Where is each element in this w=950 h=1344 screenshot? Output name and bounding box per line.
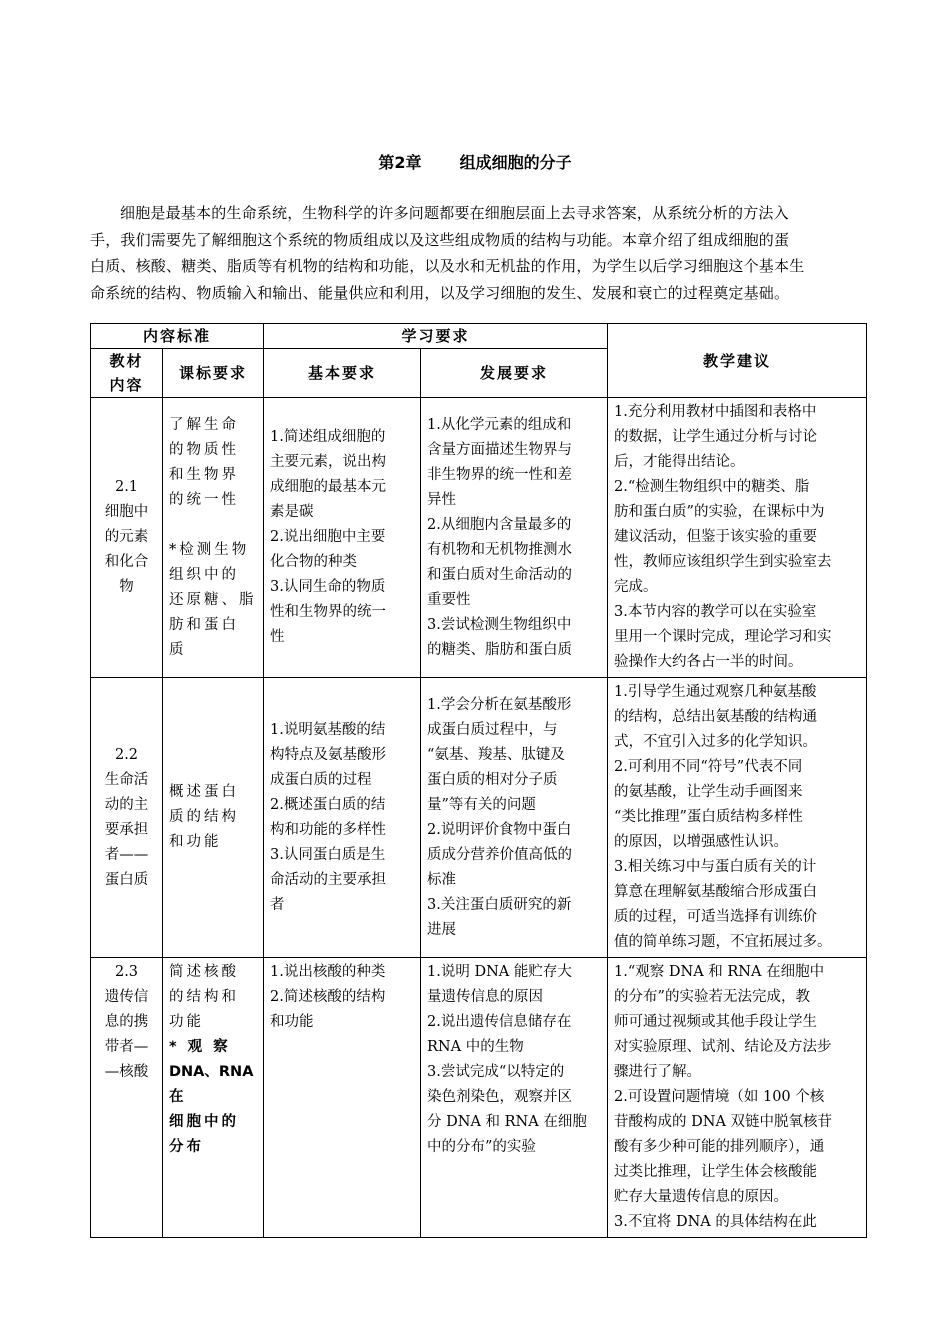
basic-cell: 1.说出核酸的种类 2.简述核酸的结构 和功能 [264, 958, 421, 1238]
header-textbook-content: 教材 内容 [91, 349, 163, 398]
advanced-cell: 1.学会分析在氨基酸形 成蛋白质过程中，与 “氨基、羧基、肽键及 蛋白质的相对分子质 量”等有关的问题 2.说明评价食物中蛋白 质成分营养价值高低的 标准 3.关注蛋白质研究的新 进展 [421, 678, 608, 958]
chapter-number: 第2章 [378, 153, 422, 172]
intro-paragraph [90, 200, 866, 306]
curriculum-cell: 概述蛋白 质的结构 和功能 [163, 678, 264, 958]
basic-cell: 1.简述组成细胞的 主要元素，说出构 成细胞的最基本元 素是碳 2.说出细胞中主要 化合物的种类 3.认同生命的物质 性和生物界的统一 性 [264, 398, 421, 678]
curriculum-cell: 了解生命 的物质性 和生物界 的统一性 *检测生物 组织中的 还原糖、脂 肪和蛋白 质 [163, 398, 264, 678]
advanced-cell: 1.从化学元素的组成和 含量方面描述生物界与 非生物界的统一性和差 异性 2.从细胞内含量最多的 有机物和无机物推测水 和蛋白质对生命活动的 重要性 3.尝试检测生物组织中 的糖类、脂肪和蛋白质 [421, 398, 608, 678]
header-advanced: 发展要求 [421, 349, 608, 398]
table-row [91, 678, 867, 958]
header-learning-requirements: 学习要求 [264, 324, 608, 349]
basic-cell: 1.说明氨基酸的结 构特点及氨基酸形 成蛋白质的过程 2.概述蛋白质的结 构和功能的多样性 3.认同蛋白质是生 命活动的主要承担 者 [264, 678, 421, 958]
textbook-cell: 2.3 遗传信 息的携 带者— —核酸 [91, 958, 163, 1238]
advanced-cell: 1.说明 DNA 能贮存大 量遗传信息的原因 2.说出遗传信息储存在 RNA 中的生物 3.尝试完成“以特定的 染色剂染色，观察并区 分 DNA 和 RNA 在细胞 中的分布”的实验 [421, 958, 608, 1238]
experiment-bold-text: * 观 察 [169, 1039, 231, 1055]
teaching-cell: 1.引导学生通过观察几种氨基酸 的结构，总结出氨基酸的结构通 式，不宜引入过多的化学知识。 2.可利用不同“符号”代表不同 的氨基酸，让学生动手画图来 “类比推理”蛋白质结构多样性 的原因，以增强感性认识。 3.相关练习中与蛋白质有关的计 算意在理解氨基酸缩合形成蛋白 质的过程，可适当选择有训练价 值的简单练习题，不宜拓展过多。 [608, 678, 867, 958]
chapter-title [0, 150, 950, 173]
header-basic: 基本要求 [264, 349, 421, 398]
textbook-cell: 2.2 生命活 动的主 要承担 者—— 蛋白质 [91, 678, 163, 958]
table-row [91, 398, 867, 678]
intro-line: 手，我们需要先了解细胞这个系统的物质组成以及这些组成物质的结构与功能。本章介绍了组成细胞的蛋 [90, 230, 790, 249]
curriculum-cell: 简述核酸 的结构和 功能 * 观 察 DNA、RNA 在 细胞中的 分布 [163, 958, 264, 1238]
teaching-cell: 1.“观察 DNA 和 RNA 在细胞中 的分布”的实验若无法完成，教 师可通过视频或其他手段让学生 对实验原理、试剂、结论及方法步 骤进行了解。 2.可设置问题情境（如 100 个核 苷酸构成的 DNA 双链中脱氧核苷 酸有多少种可能的排列顺序），通 过类比推理，让学生体会核酸能 贮存大量遗传信息的原因。 3.不宜将 DNA 的具体结构在此 [608, 958, 867, 1238]
header-teaching-suggestions: 教学建议 [608, 324, 867, 398]
curriculum-table [90, 323, 867, 1238]
header-content-standard: 内容标准 [91, 324, 264, 349]
table-row [91, 958, 867, 1238]
intro-line: 细胞是最基本的生命系统，生物科学的许多问题都要在细胞层面上去寻求答案，从系统分析的方法入 [120, 204, 789, 222]
header-curriculum: 课标要求 [163, 349, 264, 398]
teaching-cell: 1.充分利用教材中插图和表格中 的数据，让学生通过分析与讨论 后，才能得出结论。 2.“检测生物组织中的糖类、脂 肪和蛋白质”的实验，在课标中为 建议活动，但鉴于该实验的重要 性，教师应该组织学生到实验室去 完成。 3.本节内容的教学可以在实验室 里用一个课时完成，理论学习和实 验操作大约各占一半的时间。 [608, 398, 867, 678]
header-row-1 [91, 324, 867, 349]
intro-line: 命系统的结构、物质输入和输出、能量供应和利用，以及学习细胞的发生、发展和衰亡的过程奠定基础。 [90, 283, 790, 302]
chapter-name: 组成细胞的分子 [459, 153, 572, 172]
textbook-cell: 2.1 细胞中 的元素 和化合 物 [91, 398, 163, 678]
intro-line: 白质、核酸、糖类、脂质等有机物的结构和功能，以及水和无机盐的作用，为学生以后学习细胞这个基本生 [90, 257, 805, 275]
